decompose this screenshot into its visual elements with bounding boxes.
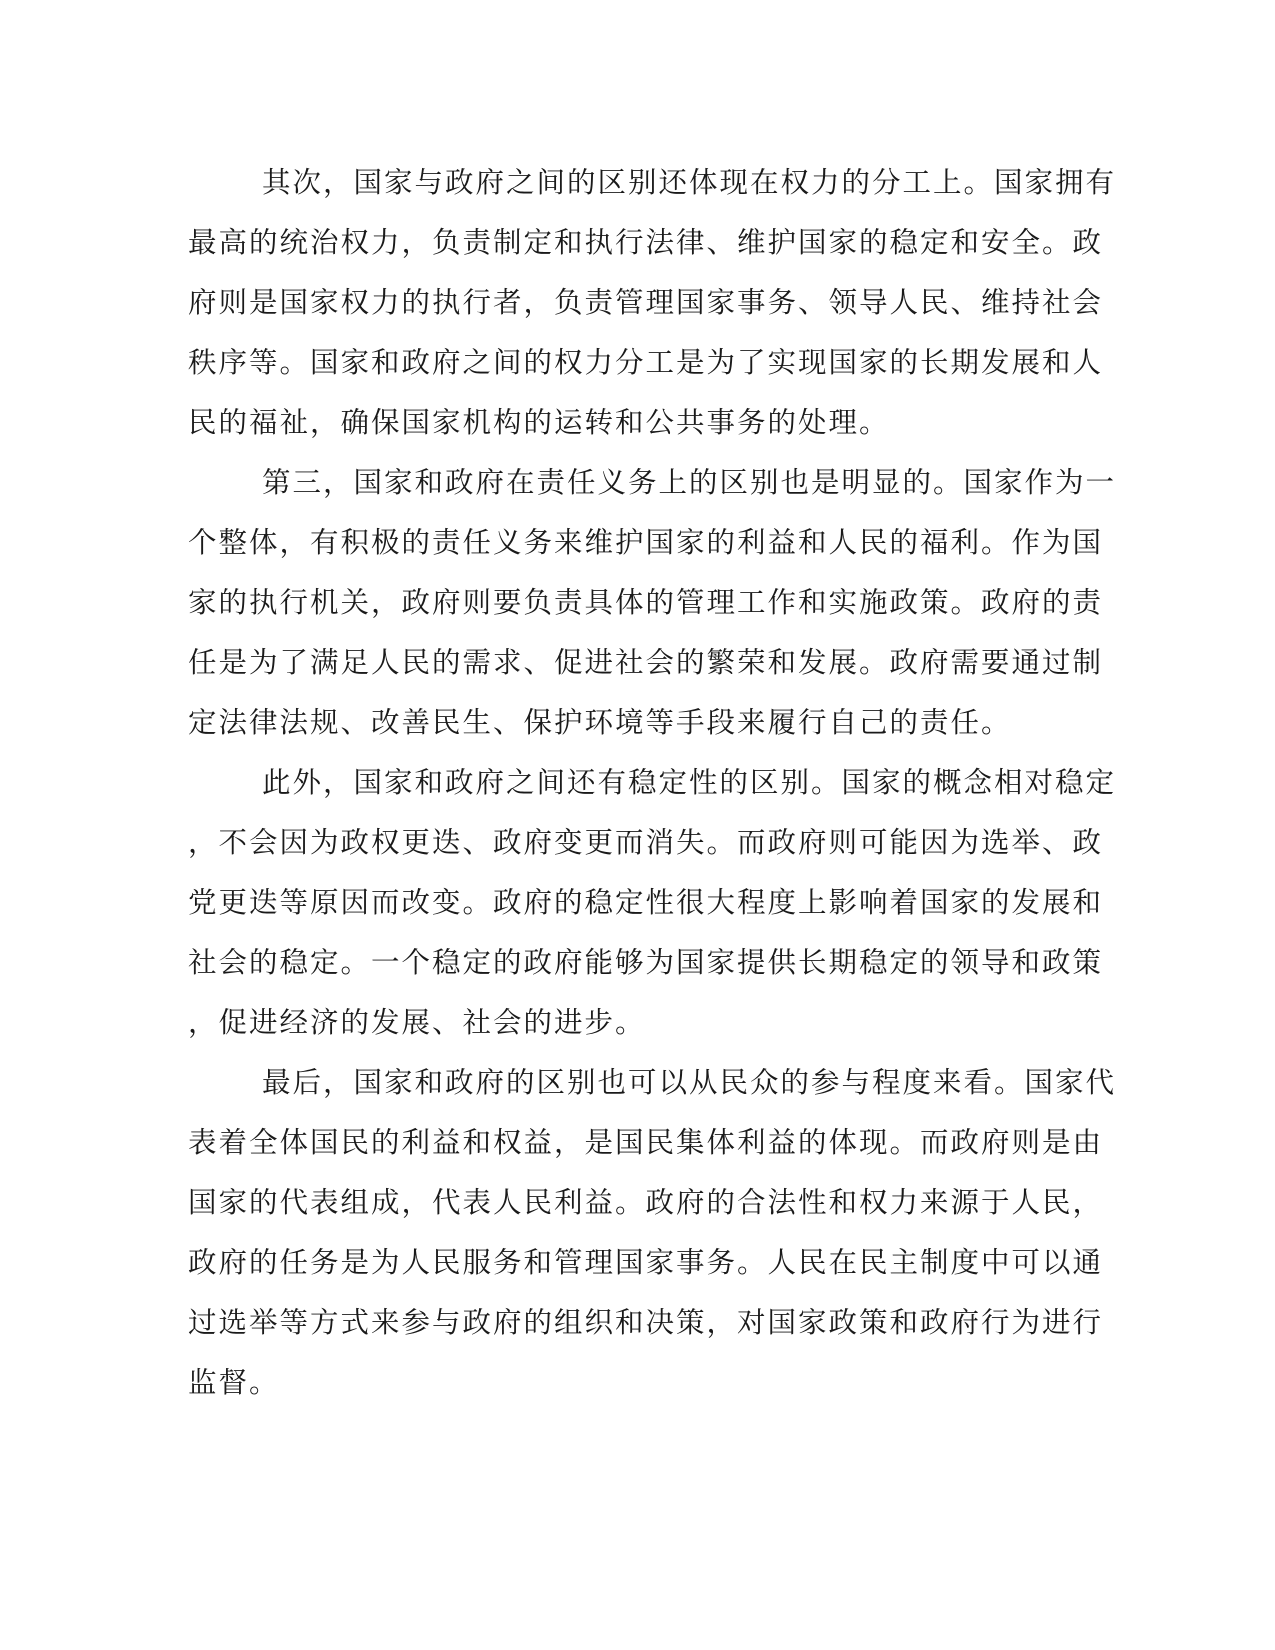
- paragraph-line: 定法律法规、改善民生、保护环境等手段来履行自己的责任。: [188, 706, 1012, 739]
- paragraph-line: 社会的稳定。一个稳定的政府能够为国家提供长期稳定的领导和政策: [188, 946, 1104, 979]
- paragraph-line: 国家的代表组成，代表人民利益。政府的合法性和权力来源于人民，: [188, 1186, 1104, 1219]
- paragraph-line: 最高的统治权力，负责制定和执行法律、维护国家的稳定和安全。政: [188, 226, 1104, 259]
- paragraph-4: [188, 1053, 1117, 1413]
- paragraph-line: 第三，国家和政府在责任义务上的区别也是明显的。国家作为一: [262, 466, 1117, 499]
- paragraph-line: 民的福祉，确保国家机构的运转和公共事务的处理。: [188, 406, 890, 439]
- paragraph-line: 过选举等方式来参与政府的组织和决策，对国家政策和政府行为进行: [188, 1306, 1104, 1339]
- paragraph-3: [188, 753, 1117, 1053]
- paragraph-line: 政府的任务是为人民服务和管理国家事务。人民在民主制度中可以通: [188, 1246, 1104, 1279]
- paragraph-line: 党更迭等原因而改变。政府的稳定性很大程度上影响着国家的发展和: [188, 886, 1104, 919]
- paragraph-line: 其次，国家与政府之间的区别还体现在权力的分工上。国家拥有: [262, 166, 1117, 199]
- paragraph-line: 此外，国家和政府之间还有稳定性的区别。国家的概念相对稳定: [262, 766, 1117, 799]
- paragraph-line: 最后，国家和政府的区别也可以从民众的参与程度来看。国家代: [262, 1066, 1117, 1099]
- paragraph-line: 任是为了满足人民的需求、促进社会的繁荣和发展。政府需要通过制: [188, 646, 1104, 679]
- paragraph-line: 监督。: [188, 1366, 280, 1399]
- paragraph-line: 表着全体国民的利益和权益，是国民集体利益的体现。而政府则是由: [188, 1126, 1104, 1159]
- paragraph-2: [188, 453, 1117, 753]
- document-body: [188, 153, 1117, 1413]
- paragraph-1: [188, 153, 1117, 453]
- paragraph-line: ，促进经济的发展、社会的进步。: [188, 1006, 646, 1039]
- paragraph-line: 秩序等。国家和政府之间的权力分工是为了实现国家的长期发展和人: [188, 346, 1104, 379]
- paragraph-line: 家的执行机关，政府则要负责具体的管理工作和实施政策。政府的责: [188, 586, 1104, 619]
- paragraph-line: 个整体，有积极的责任义务来维护国家的利益和人民的福利。作为国: [188, 526, 1104, 559]
- paragraph-line: 府则是国家权力的执行者，负责管理国家事务、领导人民、维持社会: [188, 286, 1104, 319]
- paragraph-line: ，不会因为政权更迭、政府变更而消失。而政府则可能因为选举、政: [188, 826, 1104, 859]
